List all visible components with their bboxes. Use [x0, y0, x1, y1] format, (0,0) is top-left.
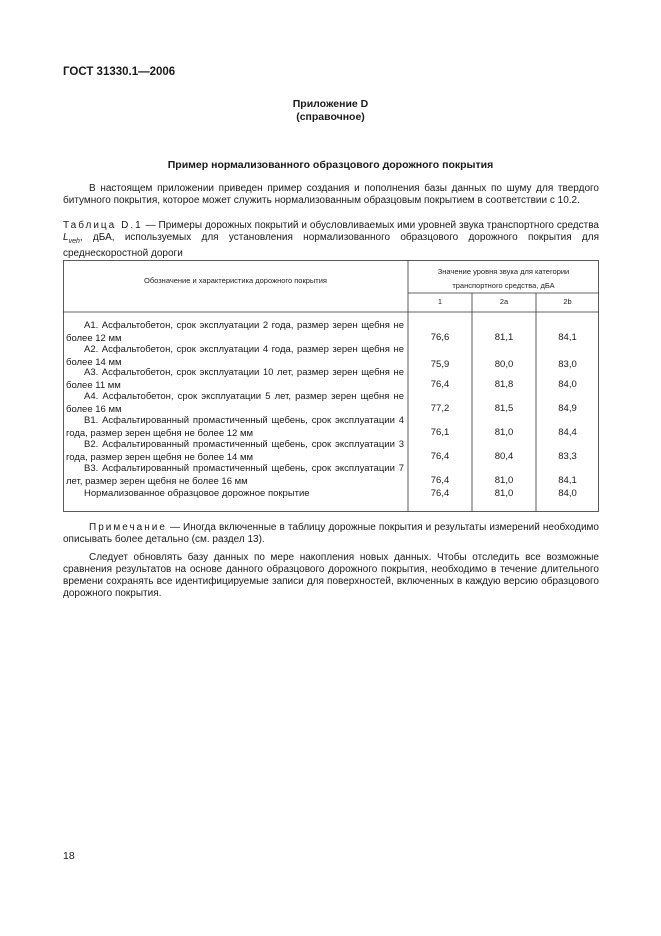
table-cell: 84,4 — [558, 427, 577, 438]
table-row-name: B3. Асфальтированный промастиченный щебень, срок эксплуатации 7 лет, размер зерен щебня не более 16 мм — [66, 463, 404, 487]
table-cell: 81,1 — [494, 332, 514, 343]
table-cell: 76,4 — [430, 379, 450, 390]
col-header-cat-2b: 2b — [563, 297, 572, 306]
table-cell: 81,8 — [494, 379, 514, 390]
table-row-name: B1. Асфальтированный промастиченный щебень, срок эксплуатации 4 года, размер зерен щебня не более 12 мм — [66, 415, 404, 439]
table-row-name: A2. Асфальтобетон, срок эксплуатации 4 года, размер зерен щебня не более 14 мм — [66, 344, 404, 368]
table-cell: 81,5 — [494, 403, 514, 414]
page-number: 18 — [63, 850, 75, 862]
col-header-cat-1: 1 — [437, 297, 443, 306]
table-cell: 84,9 — [558, 403, 577, 414]
table-row-name: B2. Асфальтированный промастиченный щебень, срок эксплуатации 3 года, размер зерен щебня не более 14 мм — [66, 439, 404, 463]
closing-paragraph: Следует обновлять базу данных по мере накопления новых данных. Чтобы отследить все возможные сравнения результатов на основе данного образцового дорожного покрытия, необходимо в течение длительного времени сохранять все идентифицируемые записи для поверхностей, включенных в каждую версию образцового дорожного покрытия. — [63, 552, 599, 599]
table-cell: 84,1 — [558, 332, 577, 343]
data-table — [63, 260, 599, 512]
table-caption-text-2: , дБА, используемых для установления нормализованного образцового дорожного покрытия для среднескоростной дороги — [63, 232, 599, 259]
table-cell: 84,1 — [558, 475, 577, 486]
table-cell: 77,2 — [430, 403, 450, 414]
table-cell: 76,1 — [430, 427, 450, 438]
table-row-name: A3. Асфальтобетон, срок эксплуатации 10 лет, размер зерен щебня не более 11 мм — [66, 367, 404, 391]
document-id: ГОСТ 31330.1—2006 — [63, 66, 176, 78]
appendix-label: Приложение D — [292, 98, 369, 110]
table-cell: 81,0 — [494, 475, 514, 486]
table-cell: 83,3 — [558, 451, 577, 462]
table-caption-subscript: veh — [68, 238, 80, 245]
table-cell: 76,6 — [430, 332, 450, 343]
table-caption — [63, 220, 599, 260]
table-cell: 76,4 — [430, 475, 450, 486]
col-header-cat-2a: 2a — [499, 297, 509, 306]
table-cell: 80,4 — [494, 451, 514, 462]
table-row-name: Нормализованное образцовое дорожное покрытие — [84, 488, 310, 499]
note-text: — Иногда включенные в таблицу дорожные покрытия и результаты измерений необходимо описывать более детально (см. раздел 13). — [63, 522, 599, 545]
note-label: Примечание — [89, 522, 167, 533]
col-header-name: Обозначение и характеристика дорожного покрытия — [144, 276, 327, 285]
table-cell: 76,4 — [430, 451, 450, 462]
table-caption-text-1: — Примеры дорожных покрытий и обусловливаемых ими уровней звука транспортного средства — [142, 220, 599, 231]
col-header-group: Значение уровня звука для категории транспортного средства, дБА — [437, 267, 570, 290]
table-cell: 76,4 — [430, 488, 450, 499]
table-cell: 81,0 — [494, 488, 514, 499]
table-cell: 84,0 — [558, 488, 577, 499]
table-cell: 75,9 — [430, 359, 450, 370]
table-row-name: A4. Асфальтобетон, срок эксплуатации 5 лет, размер зерен щебня не более 16 мм — [66, 391, 404, 415]
table-caption-label: Таблица D.1 — [63, 220, 143, 231]
table-caption-symbol: L — [63, 232, 69, 243]
table-note — [63, 522, 599, 546]
table-cell: 84,0 — [558, 379, 577, 390]
table-row-name: A1. Асфальтобетон, срок эксплуатации 2 года, размер зерен щебня не более 12 мм — [66, 320, 404, 344]
table-cell: 81,0 — [494, 427, 514, 438]
appendix-type: (справочное) — [296, 111, 365, 123]
table-cell: 80,0 — [494, 359, 514, 370]
intro-paragraph: В настоящем приложении приведен пример создания и пополнения базы данных по шуму для твердого битумного покрытия, которое может служить нормализованным образцовым покрытием в соответствии с 10.2. — [63, 183, 599, 206]
table-cell: 83,0 — [558, 359, 577, 370]
section-title: Пример нормализованного образцового дорожного покрытия — [167, 159, 494, 171]
